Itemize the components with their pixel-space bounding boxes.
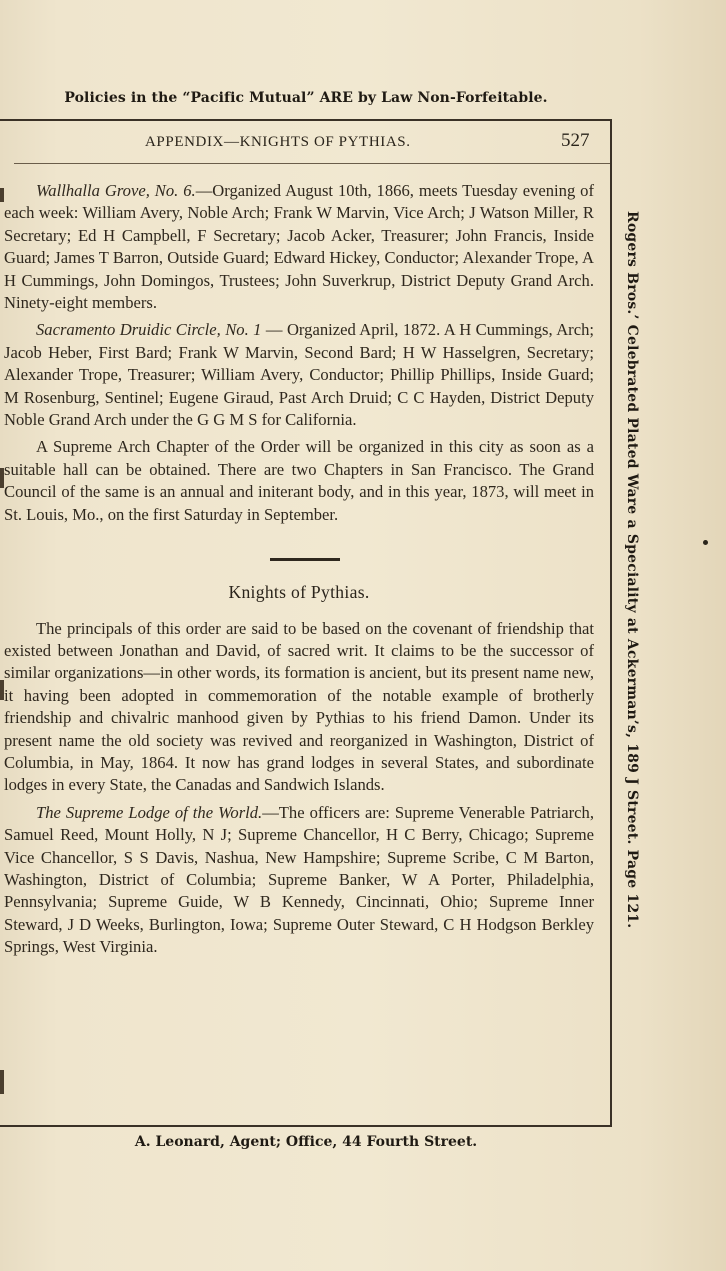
top-advertisement: Policies in the “Pacific Mutual” ARE by Law Non-Forfeitable. <box>64 90 548 106</box>
paragraph-body: — Organized April, 1872. A H Cummings, Arch; Jacob Heber, First Bard; Frank W Marvin, Second Bard; H W Hasselgren, Secretary; Alexander Trope, Treasurer; William Avery, Conductor; Phillip Phillips, Inside Guard; M Rosenburg, Sentinel; Eugene Giraud, Past Arch Druid; C C Hayden, District Deputy Noble Grand Arch under the G G M S for California. <box>4 320 594 430</box>
right-border-rule <box>610 121 612 1126</box>
side-advertisement <box>616 211 648 929</box>
running-head: APPENDIX—KNIGHTS OF PYTHIAS. <box>145 134 411 150</box>
paragraph-title: Wallhalla Grove, No. 6. <box>36 181 196 200</box>
header-rule <box>14 163 610 164</box>
paragraph-body: —The officers are: Supreme Venerable Patriarch, Samuel Reed, Mount Holly, N J; Supreme Chancellor, H C Berry, Chicago; Supreme Vice Chancellor, S S Davis, Nashua, New Hampshire; Supreme Scribe, C M Barton, Washington, District of Columbia; Supreme Banker, W A Porter, Philadelphia, Pennsylvania; Supreme Guide, W B Kennedy, Cincinnati, Ohio; Supreme Inner Steward, J D Weeks, Burlington, Iowa; Supreme Outer Steward, C H Hodgson Berkley Springs, West Virginia. <box>4 802 594 957</box>
paragraph-supreme-arch-chapter <box>4 436 594 526</box>
paragraph-wallhalla-grove <box>4 180 594 314</box>
ink-dot <box>703 540 708 545</box>
paragraph-body: —Organized August 10th, 1866, meets Tuesday evening of each week: William Avery, Noble Arch; Frank W Marvin, Vice Arch; J Watson Miller, R Secretary; Ed H Campbell, F Secretary; Jacob Acker, Treasurer; John Francis, Inside Guard; James T Barron, Outside Guard; Edward Hickey, Conductor; Alexander Trope, A H Cummings, John Domingos, Trustees; John Suverkrup, District Deputy Grand Arch. Ninety-eight members. <box>4 181 594 313</box>
section-divider <box>270 558 340 561</box>
margin-mark <box>0 1070 4 1094</box>
bottom-border-rule <box>0 1125 612 1127</box>
bottom-advertisement: A. Leonard, Agent; Office, 44 Fourth Street. <box>134 1134 478 1150</box>
paragraph-druidic-circle <box>4 319 594 431</box>
paragraph-title: The Supreme Lodge of the World. <box>36 802 263 822</box>
margin-mark <box>0 188 4 202</box>
margin-mark <box>0 680 4 700</box>
section-title: Knights of Pythias. <box>228 582 370 603</box>
paragraph-supreme-lodge <box>4 802 594 959</box>
paragraph-body: The principals of this order are said to be based on the covenant of friendship that existed between Jonathan and David, of sacred writ. It claims to be the successor of similar organizations—in other words, its formation is ancient, but its present name new, it having been adopted in commemoration of the notable example of brotherly friendship and chivalric manhood given by Pythias to his friend Damon. Under its present name the old society was revived and reorganized in Washington, District of Columbia, in May, 1864. It now has grand lodges in several States, and subordinate lodges in every State, the Canadas and Sandwich Islands. <box>4 618 594 795</box>
paragraph-title: Sacramento Druidic Circle, No. 1 <box>36 320 262 340</box>
paragraph-body: A Supreme Arch Chapter of the Order will be organized in this city as soon as a suitable hall can be obtained. There are two Chapters in San Francisco. The Grand Council of the same is an annual and initerant body, and in this year, 1873, will meet in St. Louis, Mo., on the first Saturday in September. <box>4 437 594 524</box>
body-text <box>4 180 594 964</box>
top-border-rule <box>0 119 612 121</box>
side-advertisement-text: Rogers Bros.’ Celebrated Plated Ware a Speciality at Ackerman’s, 189 J Street. Page 121. <box>624 211 640 929</box>
paragraph-knights-principles <box>4 618 594 797</box>
page-number: 527 <box>561 130 590 151</box>
margin-mark <box>0 468 4 488</box>
